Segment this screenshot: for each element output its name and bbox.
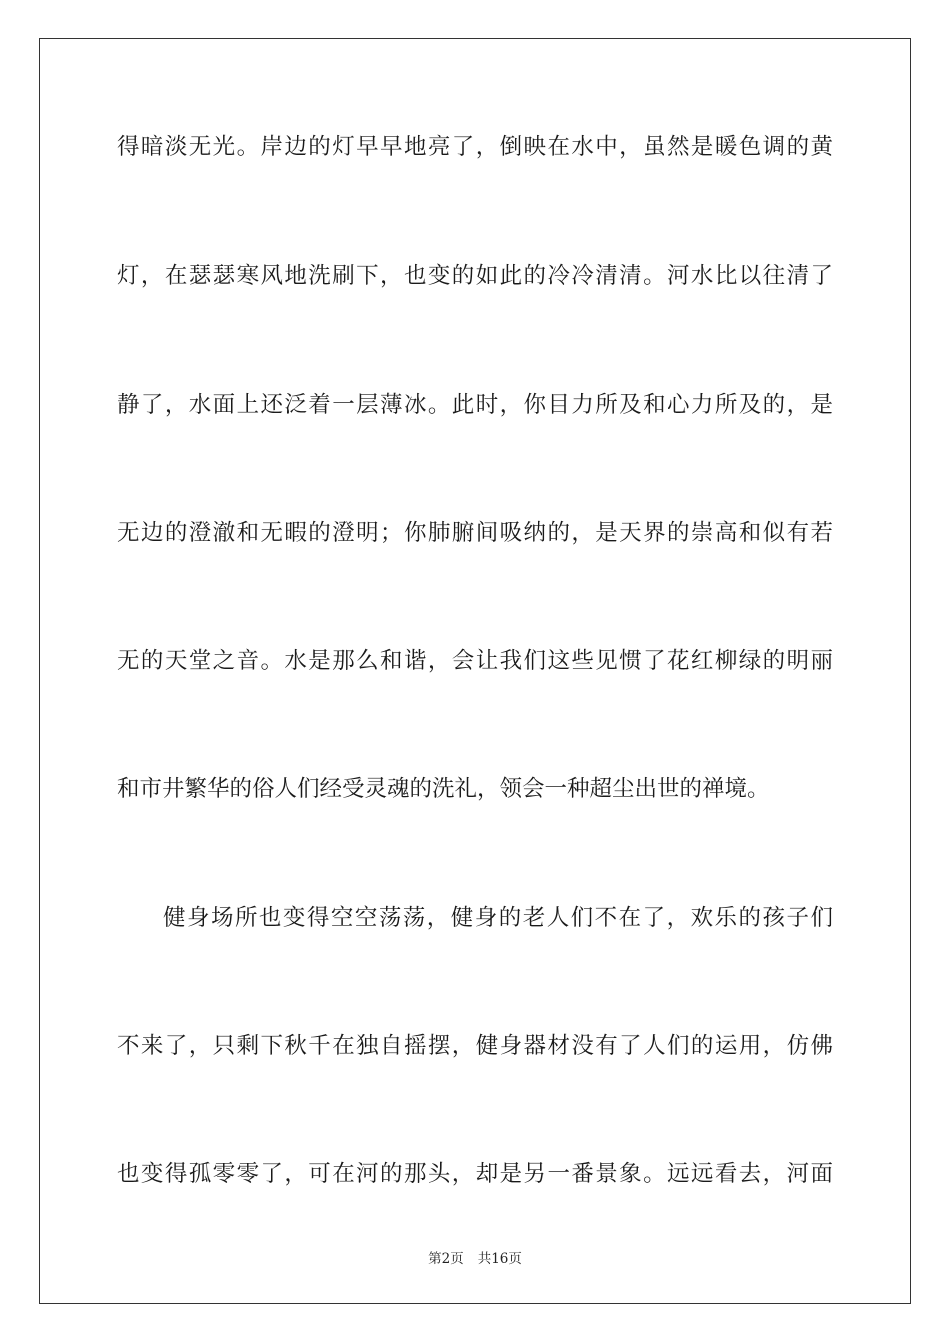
document-body — [117, 126, 833, 1195]
page-total: 共16页 — [477, 1251, 522, 1267]
paragraph-first-line: 健身场所也变得空空荡荡，健身的老人们不在了，欢乐的孩子们 — [163, 905, 833, 931]
page-footer — [0, 1247, 950, 1267]
text-line: 无的天堂之音。水是那么和谐，会让我们这些见惯了花红柳绿的明丽 — [117, 648, 833, 674]
text-line: 静了，水面上还泛着一层薄冰。此时，你目力所及和心力所及的，是 — [117, 392, 833, 418]
text-line: 也变得孤零零了，可在河的那头，却是另一番景象。远远看去，河面 — [117, 1161, 833, 1187]
text-line: 得暗淡无光。岸边的灯早早地亮了，倒映在水中，虽然是暖色调的黄 — [117, 134, 833, 160]
text-line: 不来了，只剩下秋千在独自摇摆，健身器材没有了人们的运用，仿佛 — [117, 1033, 833, 1059]
text-line: 灯，在瑟瑟寒风地洗刷下，也变的如此的冷冷清清。河水比以往清了 — [117, 263, 833, 289]
page-number: 第2页 — [428, 1251, 464, 1267]
text-line: 和市井繁华的俗人们经受灵魂的洗礼，领会一种超尘出世的禅境。 — [117, 776, 770, 802]
text-line: 无边的澄澈和无暇的澄明；你肺腑间吸纳的，是天界的崇高和似有若 — [117, 520, 833, 546]
